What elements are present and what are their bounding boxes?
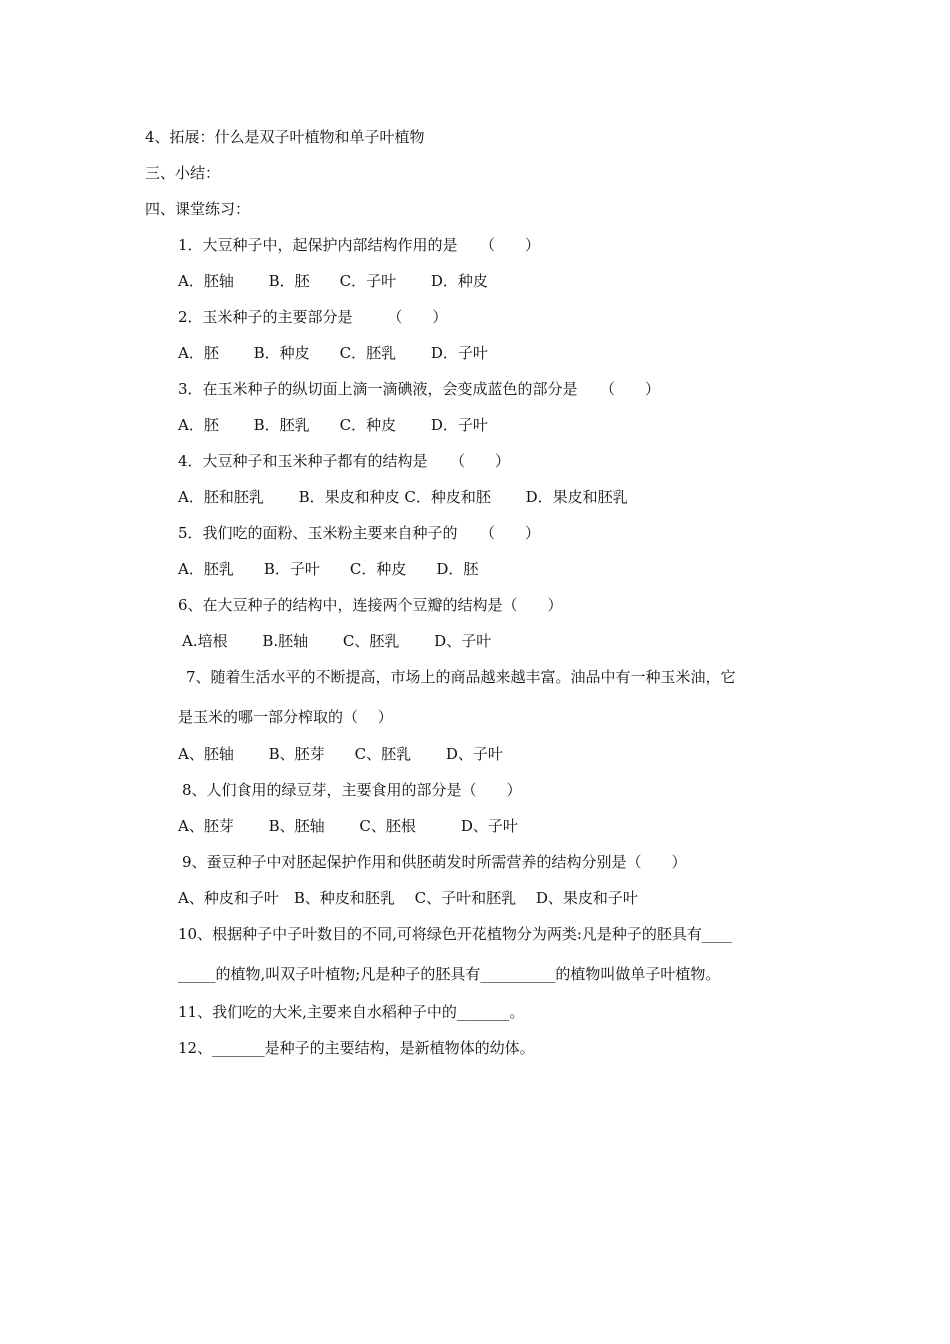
question-5-options: A．胚乳 B．子叶 C．种皮 D．胚 bbox=[178, 560, 479, 578]
question-4-options: A．胚和胚乳 B．果皮和种皮 C．种皮和胚 D．果皮和胚乳 bbox=[178, 488, 628, 506]
question-8: 8、人们食用的绿豆芽，主要食用的部分是（ ） bbox=[182, 781, 522, 799]
question-6: 6、在大豆种子的结构中，连接两个豆瓣的结构是（ ） bbox=[178, 596, 563, 614]
question-11: 11、我们吃的大米,主要来自水稻种子中的_______。 bbox=[178, 1003, 525, 1021]
question-7-options: A、胚轴 B、胚芽 C、胚乳 D、子叶 bbox=[178, 745, 503, 763]
question-3-options: A．胚 B．胚乳 C．种皮 D．子叶 bbox=[178, 416, 488, 434]
question-6-options: A.培根 B.胚轴 C、胚乳 D、子叶 bbox=[182, 632, 492, 650]
heading-summary: 三、小结： bbox=[145, 164, 221, 182]
heading-extension: 4、拓展：什么是双子叶植物和单子叶植物 bbox=[145, 128, 425, 146]
question-9: 9、蚕豆种子中对胚起保护作用和供胚萌发时所需营养的结构分别是（ ） bbox=[182, 853, 687, 871]
question-2: 2．玉米种子的主要部分是 （ ） bbox=[178, 308, 448, 326]
question-7-continued: 是玉米的哪一部分榨取的（ ） bbox=[178, 708, 393, 726]
question-10: 10、根据种子中子叶数目的不同,可将绿色开花植物分为两类:凡是种子的胚具有____ bbox=[178, 925, 732, 943]
question-1-options: A．胚轴 B．胚 C．子叶 D．种皮 bbox=[178, 272, 488, 290]
question-2-options: A．胚 B．种皮 C．胚乳 D．子叶 bbox=[178, 344, 488, 362]
question-9-options: A、种皮和子叶 B、种皮和胚乳 C、子叶和胚乳 D、果皮和子叶 bbox=[178, 889, 638, 907]
question-1: 1．大豆种子中，起保护内部结构作用的是 （ ） bbox=[178, 236, 541, 254]
question-10-continued: _____的植物,叫双子叶植物;凡是种子的胚具有__________的植物叫做单子叶植物。 bbox=[178, 965, 721, 983]
question-8-options: A、胚芽 B、胚轴 C、胚根 D、子叶 bbox=[178, 817, 518, 835]
question-5: 5．我们吃的面粉、玉米粉主要来自种子的 （ ） bbox=[178, 524, 541, 542]
question-4: 4．大豆种子和玉米种子都有的结构是 （ ） bbox=[178, 452, 511, 470]
heading-exercises: 四、课堂练习： bbox=[145, 200, 251, 218]
question-12: 12、_______是种子的主要结构，是新植物体的幼体。 bbox=[178, 1039, 535, 1057]
question-7: 7、随着生活水平的不断提高，市场上的商品越来越丰富。油品中有一种玉米油，它 bbox=[186, 668, 736, 686]
question-3: 3．在玉米种子的纵切面上滴一滴碘液，会变成蓝色的部分是 （ ） bbox=[178, 380, 661, 398]
